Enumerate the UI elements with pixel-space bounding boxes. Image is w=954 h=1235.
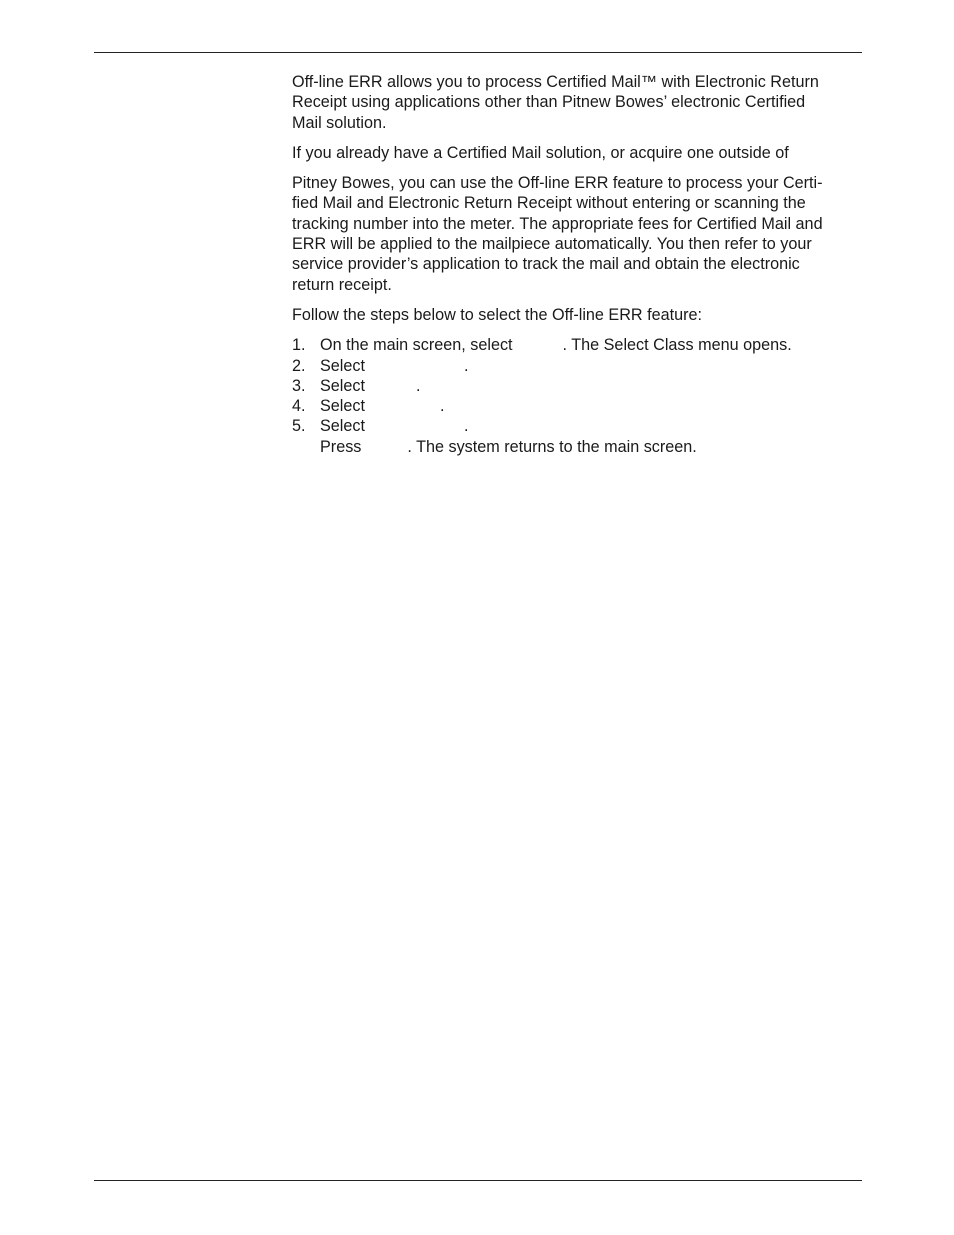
text-line: Off-line ERR allows you to process Certified Mail™ with Electronic Return	[292, 73, 819, 91]
step-text-before: Select	[320, 397, 365, 416]
text-line: tracking number into the meter. The appropriate fees for Certified Mail and	[292, 214, 823, 233]
footer-rule	[94, 1180, 862, 1181]
step-text-after: . The system returns to the main screen.	[407, 437, 697, 456]
offline-err-description-paragraph	[292, 173, 862, 295]
list-item	[292, 376, 862, 396]
header-rule	[94, 52, 862, 53]
text-line: Mail solution.	[292, 113, 387, 132]
list-item	[292, 396, 862, 416]
step-text-after: .	[416, 376, 421, 395]
text-line: Pitney Bowes, you can use the Off-line ERR feature to process your Certi-	[292, 174, 823, 193]
steps-list	[292, 335, 862, 457]
list-item	[292, 416, 862, 436]
step-text-before: Select	[320, 356, 365, 375]
list-item	[292, 356, 862, 376]
step-number: 2.	[292, 356, 306, 375]
step-text-before: Press	[320, 437, 362, 456]
text-line: Receipt using applications other than Pitnew Bowes’ electronic Certified	[292, 93, 806, 112]
step-text-before: Select	[320, 417, 365, 436]
text-line: ERR will be applied to the mailpiece automatically. You then refer to your	[292, 235, 812, 254]
step-text-after: .	[464, 356, 469, 375]
step-text-before: On the main screen, select	[320, 336, 513, 355]
step-number: 1.	[292, 336, 306, 355]
list-item	[292, 335, 862, 355]
text-line: If you already have a Certified Mail solution, or acquire one outside of	[292, 143, 789, 162]
text-line: return receipt.	[292, 275, 392, 294]
intro-paragraph	[292, 72, 862, 133]
step-number: 5.	[292, 417, 306, 436]
step-text-after: .	[464, 417, 469, 436]
existing-solution-paragraph	[292, 143, 862, 163]
step-text-before: Select	[320, 376, 365, 395]
step-number: 3.	[292, 376, 306, 395]
text-line: Follow the steps below to select the Off-line ERR feature:	[292, 305, 702, 324]
list-item	[292, 437, 862, 457]
steps-intro	[292, 305, 862, 325]
step-text-after: . The Select Class menu opens.	[562, 336, 792, 355]
step-text-after: .	[440, 397, 445, 416]
text-line: fied Mail and Electronic Return Receipt without entering or scanning the	[292, 194, 806, 213]
document-body	[292, 72, 862, 457]
text-line: service provider’s application to track the mail and obtain the electronic	[292, 255, 800, 274]
step-number: 4.	[292, 397, 306, 416]
